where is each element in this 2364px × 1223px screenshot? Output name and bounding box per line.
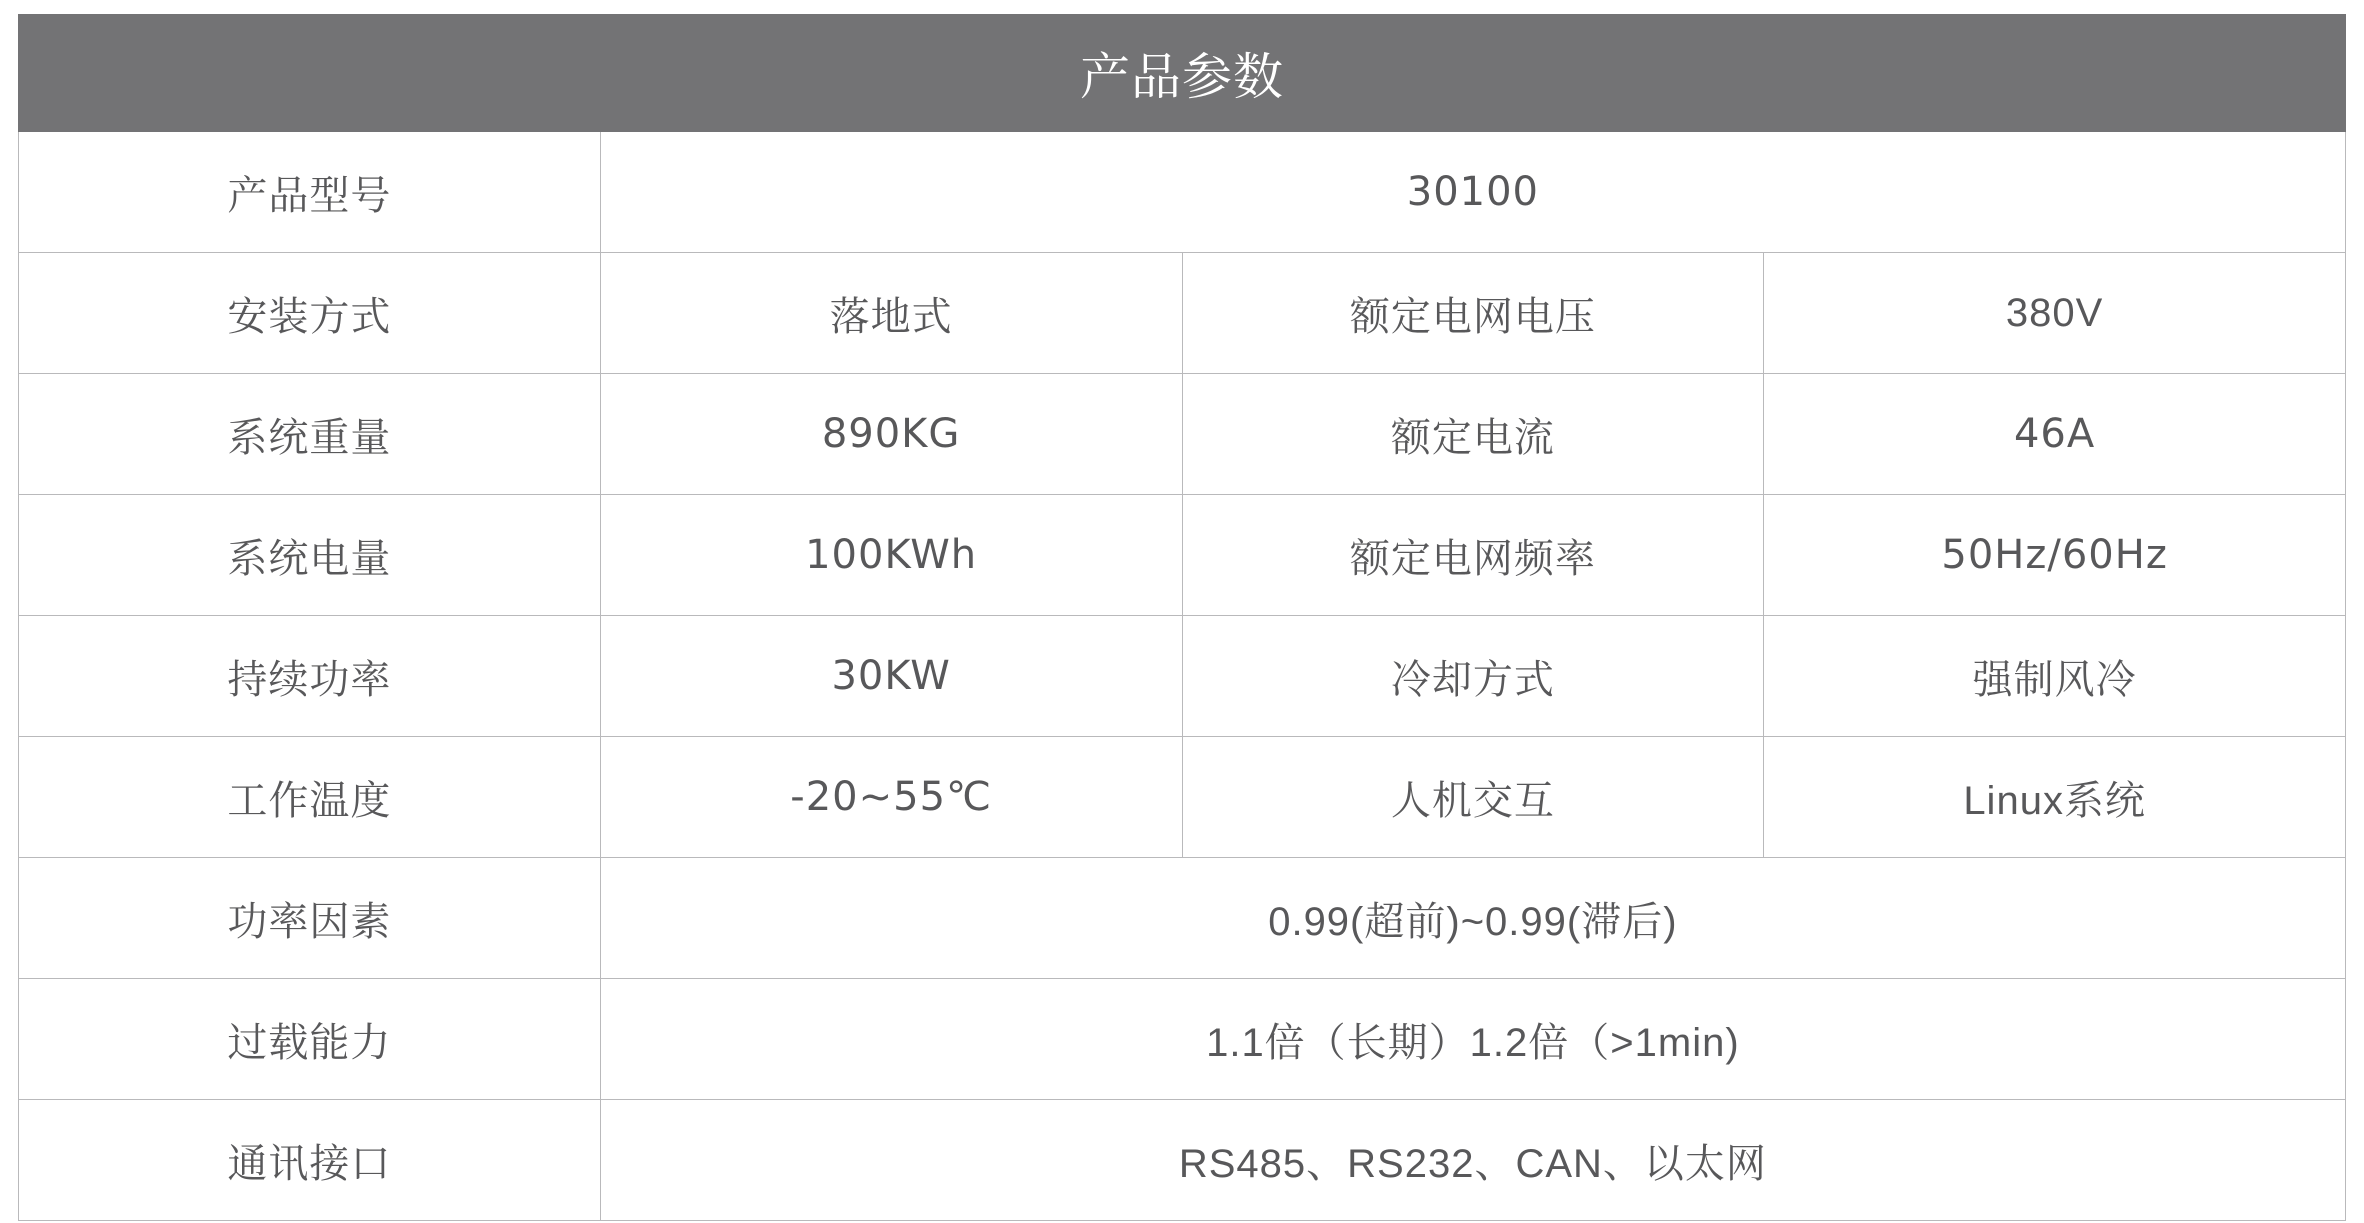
row-label: 过载能力: [19, 979, 601, 1100]
row-value: 0.99(超前)~0.99(滞后): [600, 858, 2345, 979]
table-row: [19, 495, 2346, 616]
table-title: 产品参数: [19, 15, 2346, 132]
row-value-1: 落地式: [600, 253, 1182, 374]
row-value-1: 30KW: [600, 616, 1182, 737]
row-label: 安装方式: [19, 253, 601, 374]
row-label: 通讯接口: [19, 1100, 601, 1221]
row-value-2: 50Hz/60Hz: [1764, 495, 2346, 616]
row-label-2: 额定电网频率: [1182, 495, 1764, 616]
row-label-2: 人机交互: [1182, 737, 1764, 858]
row-value-2: Linux系统: [1764, 737, 2346, 858]
table-row: [19, 858, 2346, 979]
row-label: 持续功率: [19, 616, 601, 737]
row-label: 产品型号: [19, 132, 601, 253]
row-value: 30100: [600, 132, 2345, 253]
table-row: [19, 253, 2346, 374]
table-row: [19, 616, 2346, 737]
table-title-row: [19, 15, 2346, 132]
row-label: 工作温度: [19, 737, 601, 858]
row-label-2: 额定电流: [1182, 374, 1764, 495]
row-value-2: 46A: [1764, 374, 2346, 495]
row-value-2: 380V: [1764, 253, 2346, 374]
row-value-1: 100KWh: [600, 495, 1182, 616]
row-value-1: -20~55℃: [600, 737, 1182, 858]
row-label: 功率因素: [19, 858, 601, 979]
row-label: 系统电量: [19, 495, 601, 616]
table-row: [19, 374, 2346, 495]
row-value: 1.1倍（长期）1.2倍（>1min): [600, 979, 2345, 1100]
row-label-2: 额定电网电压: [1182, 253, 1764, 374]
row-label: 系统重量: [19, 374, 601, 495]
table-row: [19, 979, 2346, 1100]
table-row: [19, 737, 2346, 858]
table-row: [19, 1100, 2346, 1221]
row-value-1: 890KG: [600, 374, 1182, 495]
row-value: RS485、RS232、CAN、以太网: [600, 1100, 2345, 1221]
row-label-2: 冷却方式: [1182, 616, 1764, 737]
table-row: [19, 132, 2346, 253]
product-spec-table: [18, 14, 2346, 1221]
row-value-2: 强制风冷: [1764, 616, 2346, 737]
